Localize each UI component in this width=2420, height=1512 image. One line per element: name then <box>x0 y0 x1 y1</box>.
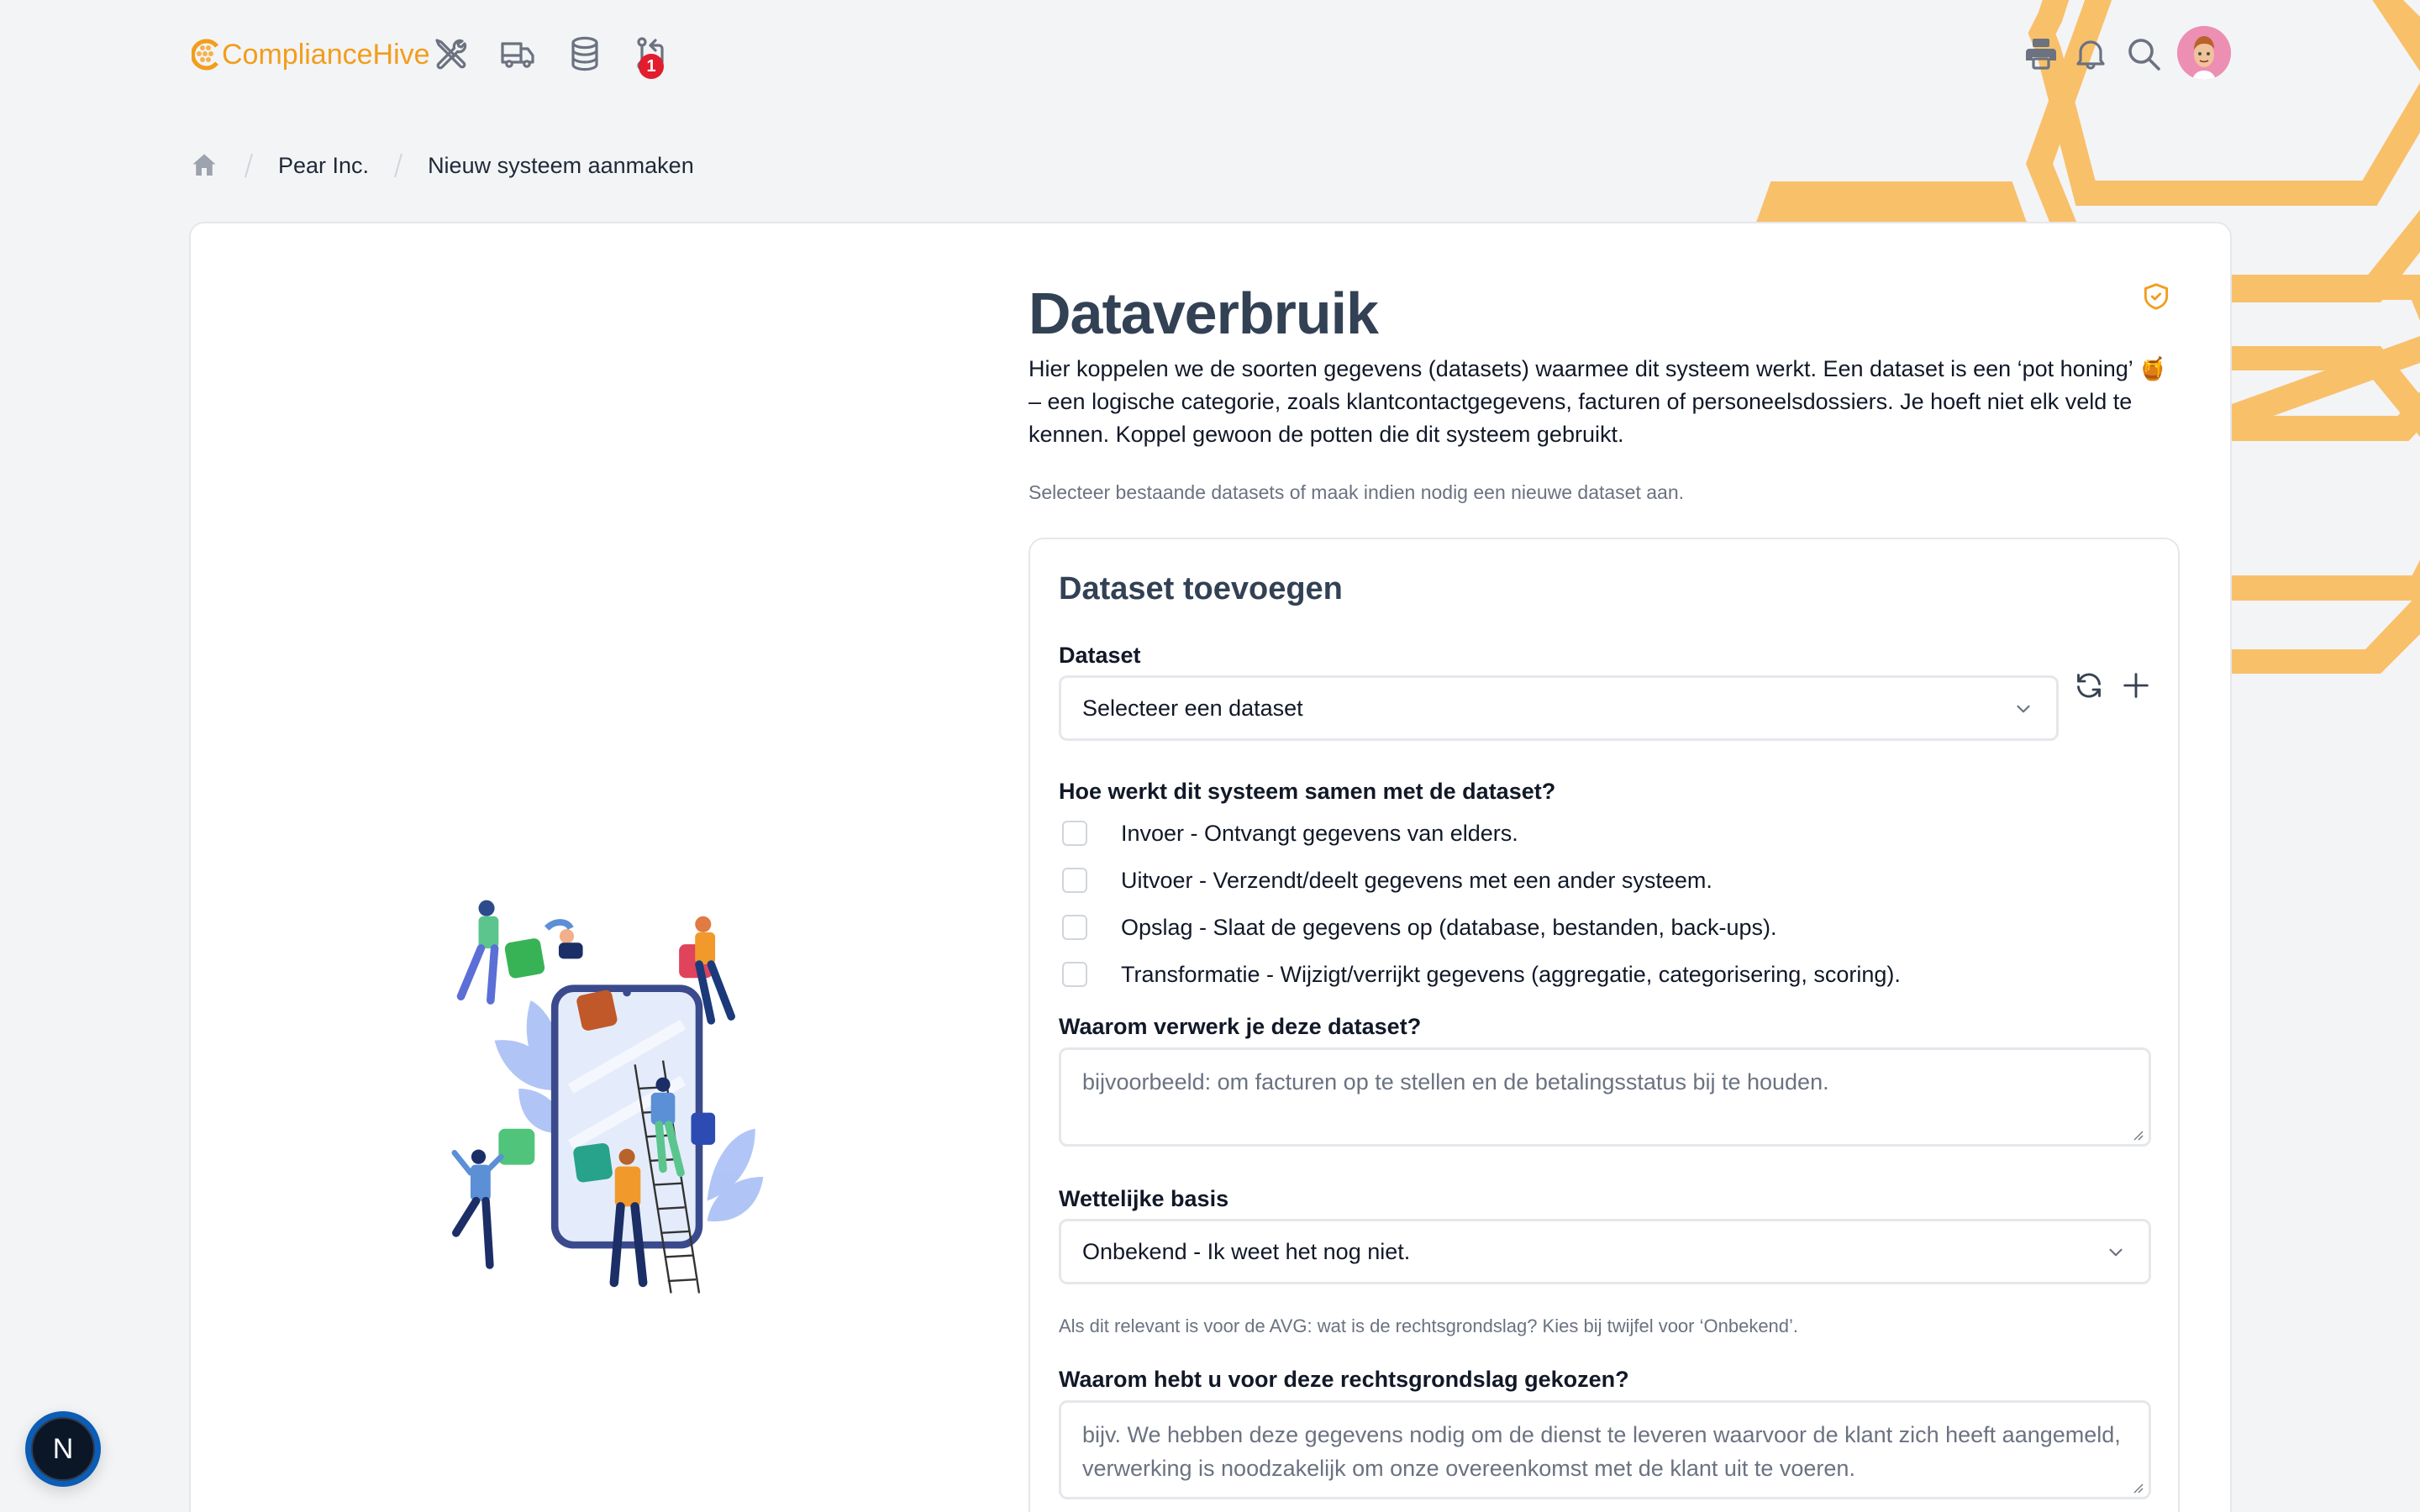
main-card <box>189 222 2232 1512</box>
checkbox-output[interactable] <box>1062 864 1712 897</box>
breadcrumb <box>189 144 694 186</box>
chevron-down-icon <box>2105 1242 2127 1263</box>
checkbox-input-label: Invoer - Ontvangt gegevens van elders. <box>1121 820 1518 846</box>
honeycomb-logo-icon <box>192 38 220 71</box>
nextjs-dev-tools-button[interactable] <box>25 1411 101 1487</box>
page-title: Dataverbruik <box>1028 281 1378 346</box>
form-title: Dataset toevoegen <box>1059 571 1343 606</box>
chevron-down-icon <box>2012 698 2034 720</box>
dataset-select-value: Selecteer een dataset <box>1082 695 1303 721</box>
tools-icon[interactable] <box>430 34 471 74</box>
purpose-textarea[interactable] <box>1059 1047 2151 1147</box>
breadcrumb-item-current: Nieuw systeem aanmaken <box>428 152 694 178</box>
checkbox-transformation[interactable] <box>1062 958 1901 991</box>
truck-icon[interactable] <box>497 34 538 74</box>
legal-reason-label: Waarom hebt u voor deze rechtsgrondslag gekozen? <box>1059 1367 1629 1392</box>
plus-icon[interactable] <box>2119 669 2153 702</box>
checkbox-output-label: Uitvoer - Verzendt/deelt gegevens met een ander systeem. <box>1121 867 1712 893</box>
people-building-app-illustration <box>434 879 787 1299</box>
purpose-placeholder: bijvoorbeeld: om facturen op te stellen en de betalingsstatus bij te houden. <box>1082 1069 1829 1095</box>
checkbox-storage-box[interactable] <box>1062 915 1087 940</box>
database-icon[interactable] <box>565 34 605 74</box>
checkbox-transformation-label: Transformatie - Wijzigt/verrijkt gegevens (aggregatie, categorisering, scoring). <box>1121 961 1901 987</box>
interaction-label: Hoe werkt dit systeem samen met de dataset? <box>1059 779 1556 804</box>
avatar-face-icon <box>2177 26 2231 80</box>
checkbox-storage[interactable] <box>1062 911 1777 944</box>
legal-basis-help: Als dit relevant is voor de AVG: wat is de rechtsgrondslag? Kies bij twijfel voor ‘Onbekend’. <box>1059 1315 1799 1336</box>
legal-basis-label: Wettelijke basis <box>1059 1186 1229 1211</box>
intro-text-part-2: – een logische categorie, zoals klantcontactgegevens, facturen of personeelsdossiers. Je hoeft niet elk veld te kennen. Koppel gewoon de potten die dit systeem gebruikt. <box>1028 389 2133 447</box>
purpose-label: Waarom verwerk je deze dataset? <box>1059 1014 1422 1039</box>
app-name: ComplianceHive <box>222 38 430 71</box>
dataset-select[interactable] <box>1059 675 2059 741</box>
legal-basis-select-value: Onbekend - Ik weet het nog niet. <box>1082 1238 1411 1264</box>
page-hint: Selecteer bestaande datasets of maak indien nodig een nieuwe dataset aan. <box>1028 481 1685 503</box>
breadcrumb-separator <box>219 149 278 182</box>
checkbox-storage-label: Opslag - Slaat de gegevens op (database, bestanden, back-ups). <box>1121 914 1777 940</box>
resize-handle-icon[interactable] <box>2130 1480 2144 1494</box>
checkbox-input[interactable] <box>1062 816 1518 850</box>
notification-count-badge: 1 <box>639 54 664 79</box>
page-intro <box>1028 353 2180 451</box>
nextjs-logo-icon: N <box>31 1417 95 1481</box>
dataset-label: Dataset <box>1059 643 1141 668</box>
honey-pot-icon: 🍯 <box>2139 356 2167 381</box>
checkbox-input-box[interactable] <box>1062 821 1087 846</box>
printer-icon[interactable] <box>2021 34 2061 74</box>
page-header <box>1028 282 2180 504</box>
search-icon[interactable] <box>2123 34 2164 74</box>
user-avatar[interactable] <box>2177 26 2231 80</box>
legal-reason-textarea[interactable] <box>1059 1400 2151 1499</box>
breadcrumb-separator <box>369 149 428 182</box>
top-navigation-bar <box>0 0 2420 109</box>
intro-text-part-1: Hier koppelen we de soorten gegevens (datasets) waarmee dit systeem werkt. Een dataset is een ‘pot honing’ <box>1028 356 2139 381</box>
legal-basis-select[interactable] <box>1059 1219 2151 1284</box>
bell-icon[interactable] <box>2070 34 2111 74</box>
checkbox-transformation-box[interactable] <box>1062 962 1087 987</box>
checkbox-output-box[interactable] <box>1062 868 1087 893</box>
refresh-icon[interactable] <box>2072 669 2106 702</box>
app-logo[interactable] <box>192 34 430 76</box>
add-dataset-form <box>1028 538 2180 1512</box>
breadcrumb-item-organization[interactable]: Pear Inc. <box>278 152 370 178</box>
legal-reason-placeholder: bijv. We hebben deze gegevens nodig om de dienst te leveren waarvoor de klant zich heeft aangemeld, verwerking is noodzakelijk om onze overeenkomst met de klant uit te voeren. <box>1082 1422 2121 1481</box>
home-icon[interactable] <box>189 150 219 181</box>
resize-handle-icon[interactable] <box>2130 1127 2144 1141</box>
